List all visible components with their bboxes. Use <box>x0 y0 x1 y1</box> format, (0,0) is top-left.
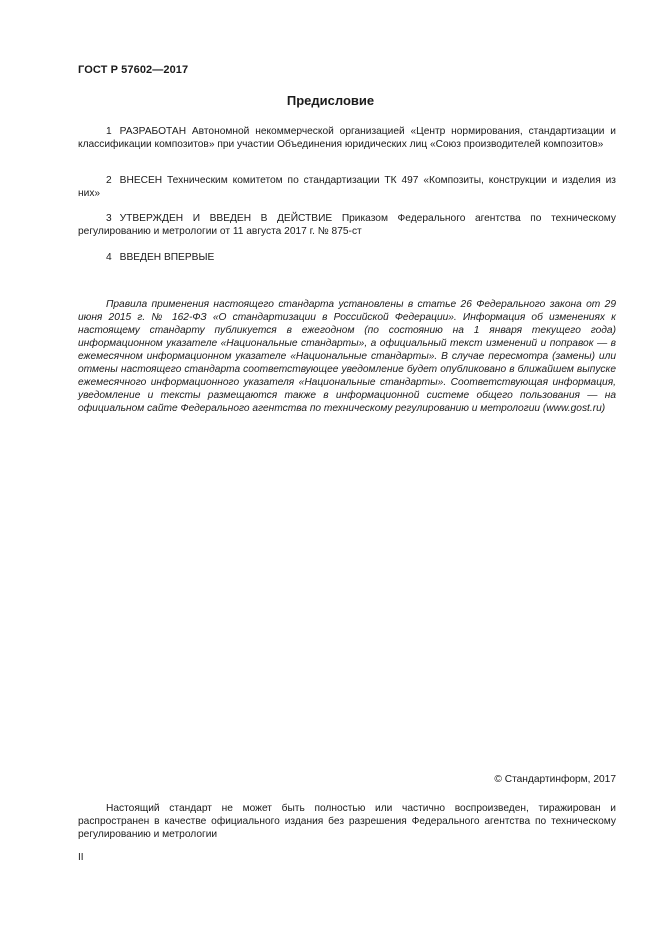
foreword-item-1 <box>78 125 616 151</box>
foreword-item-3 <box>78 212 616 238</box>
item-number: 3 <box>106 213 112 224</box>
standard-application-notice: Правила применения настоящего стандарта установлены в статье 26 Федерального закона от 29 июня 2015 г. № 162-ФЗ «О стандартизации в Российской Федерации». Информация об изменениях к настоящему стандарту публикуется в ежегодном (по состоянию на 1 января текущего года) информационном указателе «Национальные стандарты», а официальный текст изменений и поправок — в ежемесячном информационном указателе «Национальные стандарты». В случае пересмотра (замены) или отмены настоящего стандарта соответствующее уведомление будет опубликовано в ближайшем выпуске ежемесячного информационного указателя «Национальные стандарты». Соответствующая информация, уведомление и тексты размещаются также в информационной системе общего пользования — на официальном сайте Федерального агентства по техническому регулированию и метрологии (www.gost.ru) <box>78 299 616 414</box>
item-number: 1 <box>106 126 112 137</box>
item-keyword: ВВЕДЕН ВПЕРВЫЕ <box>119 252 215 263</box>
item-text: Приказом Федерального агентства по техническому регулированию и метрологии от 11 августа 2017 г. № 875-ст <box>78 213 616 237</box>
item-text: Техническим комитетом по стандартизации ТК 497 «Композиты, конструкции и изделия из них» <box>78 175 616 199</box>
item-number: 4 <box>106 252 112 263</box>
reproduction-notice: Настоящий стандарт не может быть полностью или частично воспроизведен, тиражирован и распространен в качестве официального издания без разрешения Федерального агентства по техническому регулированию и метрологии <box>78 803 616 840</box>
page-number: II <box>78 852 84 863</box>
standard-code: ГОСТ Р 57602—2017 <box>78 64 189 76</box>
item-text: Автономной некоммерческой организацией «Центр нормирования, стандартизации и классификации композитов» при участии Объединения юридических лиц «Союз производителей композитов» <box>78 126 616 150</box>
foreword-item-4 <box>78 251 616 264</box>
copyright: © Стандартинформ, 2017 <box>494 774 616 785</box>
item-keyword: ВНЕСЕН <box>119 175 163 186</box>
item-number: 2 <box>106 175 112 186</box>
item-keyword: УТВЕРЖДЕН И ВВЕДЕН В ДЕЙСТВИЕ <box>119 213 333 224</box>
foreword-item-2 <box>78 174 616 200</box>
section-title: Предисловие <box>286 93 375 108</box>
item-keyword: РАЗРАБОТАН <box>119 126 187 137</box>
